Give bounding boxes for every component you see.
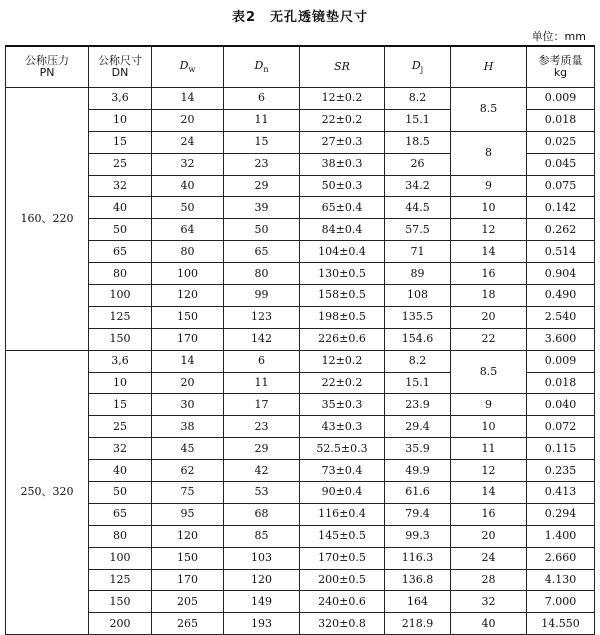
dn-inner-cell: 42	[224, 460, 300, 482]
dw-cell: 205	[152, 591, 224, 613]
h-cell: 18	[451, 285, 527, 307]
mass-cell: 0.009	[527, 350, 595, 372]
dn-cell: 100	[89, 285, 152, 307]
dn-cell: 32	[89, 438, 152, 460]
dj-cell: 15.1	[385, 109, 451, 131]
dn-cell: 15	[89, 394, 152, 416]
dw-cell: 80	[152, 241, 224, 263]
dw-cell: 40	[152, 175, 224, 197]
dn-cell: 80	[89, 263, 152, 285]
sr-cell: 90±0.4	[300, 482, 385, 504]
sr-cell: 130±0.5	[300, 263, 385, 285]
table-row	[6, 503, 595, 525]
dn-inner-cell: 15	[224, 131, 300, 153]
header-row	[6, 46, 595, 88]
header-dn	[89, 46, 152, 88]
header-pn-en: PN	[39, 66, 55, 79]
dj-cell: 57.5	[385, 219, 451, 241]
table-row	[6, 547, 595, 569]
table-row	[6, 525, 595, 547]
h-cell: 12	[451, 460, 527, 482]
table-row	[6, 438, 595, 460]
dj-cell: 71	[385, 241, 451, 263]
dj-cell: 26	[385, 153, 451, 175]
mass-cell: 3.600	[527, 328, 595, 350]
dn-cell: 80	[89, 525, 152, 547]
dn-cell: 125	[89, 569, 152, 591]
dn-cell: 3,6	[89, 88, 152, 110]
dw-cell: 14	[152, 350, 224, 372]
dn-inner-cell: 120	[224, 569, 300, 591]
header-h: H	[451, 46, 527, 88]
dn-cell: 15	[89, 131, 152, 153]
header-dw-main: D	[179, 58, 189, 72]
dw-cell: 170	[152, 328, 224, 350]
dn-inner-cell: 142	[224, 328, 300, 350]
header-mass-cn: 参考质量	[538, 53, 583, 67]
dw-cell: 32	[152, 153, 224, 175]
mass-cell: 0.142	[527, 197, 595, 219]
dw-cell: 150	[152, 306, 224, 328]
dj-cell: 116.3	[385, 547, 451, 569]
dn-inner-cell: 85	[224, 525, 300, 547]
sr-cell: 73±0.4	[300, 460, 385, 482]
dj-cell: 136.8	[385, 569, 451, 591]
sr-cell: 320±0.8	[300, 613, 385, 635]
sr-cell: 158±0.5	[300, 285, 385, 307]
h-cell: 24	[451, 547, 527, 569]
sr-cell: 170±0.5	[300, 547, 385, 569]
mass-cell: 2.660	[527, 547, 595, 569]
table-row	[6, 394, 595, 416]
h-cell: 14	[451, 482, 527, 504]
mass-cell: 0.514	[527, 241, 595, 263]
dn-cell: 150	[89, 328, 152, 350]
mass-cell: 0.045	[527, 153, 595, 175]
table-row	[6, 328, 595, 350]
table-row	[6, 131, 595, 153]
dj-cell: 44.5	[385, 197, 451, 219]
dj-cell: 15.1	[385, 372, 451, 394]
dn-inner-cell: 50	[224, 219, 300, 241]
dj-cell: 164	[385, 591, 451, 613]
dw-cell: 62	[152, 460, 224, 482]
dn-cell: 32	[89, 175, 152, 197]
mass-cell: 0.490	[527, 285, 595, 307]
dn-cell: 50	[89, 482, 152, 504]
dn-cell: 200	[89, 613, 152, 635]
dn-inner-cell: 65	[224, 241, 300, 263]
dn-cell: 150	[89, 591, 152, 613]
dj-cell: 79.4	[385, 503, 451, 525]
table-row	[6, 175, 595, 197]
table-row	[6, 263, 595, 285]
table-body	[6, 88, 595, 635]
dn-inner-cell: 11	[224, 372, 300, 394]
h-cell: 14	[451, 241, 527, 263]
header-dn-inner-sub: n	[263, 64, 269, 74]
mass-cell: 1.400	[527, 525, 595, 547]
dn-inner-cell: 17	[224, 394, 300, 416]
header-dj-main: D	[411, 58, 421, 72]
dw-cell: 24	[152, 131, 224, 153]
dn-inner-cell: 6	[224, 350, 300, 372]
unit-label: 单位：mm	[531, 30, 586, 43]
mass-cell: 0.294	[527, 503, 595, 525]
dw-cell: 170	[152, 569, 224, 591]
sr-cell: 240±0.6	[300, 591, 385, 613]
table-row	[6, 460, 595, 482]
dj-cell: 29.4	[385, 416, 451, 438]
dj-cell: 8.2	[385, 88, 451, 110]
mass-cell: 0.262	[527, 219, 595, 241]
header-dn-en: DN	[111, 66, 129, 79]
dw-cell: 265	[152, 613, 224, 635]
dn-cell: 3,6	[89, 350, 152, 372]
h-cell: 11	[451, 438, 527, 460]
header-dj	[385, 46, 451, 88]
dn-cell: 50	[89, 219, 152, 241]
sr-cell: 198±0.5	[300, 306, 385, 328]
dj-cell: 35.9	[385, 438, 451, 460]
table-row	[6, 88, 595, 110]
header-pn	[6, 46, 89, 88]
mass-cell: 0.025	[527, 131, 595, 153]
table-title: 表2 无孔透镜垫尺寸	[231, 10, 369, 25]
dn-cell: 25	[89, 416, 152, 438]
dn-inner-cell: 103	[224, 547, 300, 569]
h-cell: 40	[451, 613, 527, 635]
dj-cell: 135.5	[385, 306, 451, 328]
dn-cell: 65	[89, 503, 152, 525]
dn-inner-cell: 193	[224, 613, 300, 635]
dj-cell: 99.3	[385, 525, 451, 547]
dw-cell: 38	[152, 416, 224, 438]
dw-cell: 50	[152, 197, 224, 219]
dw-cell: 64	[152, 219, 224, 241]
dimension-table	[5, 45, 595, 635]
mass-cell: 0.115	[527, 438, 595, 460]
header-mass	[527, 46, 595, 88]
dw-cell: 30	[152, 394, 224, 416]
h-cell: 32	[451, 591, 527, 613]
sr-cell: 12±0.2	[300, 88, 385, 110]
dn-cell: 125	[89, 306, 152, 328]
dj-cell: 8.2	[385, 350, 451, 372]
dn-inner-cell: 99	[224, 285, 300, 307]
h-cell: 20	[451, 306, 527, 328]
dn-inner-cell: 11	[224, 109, 300, 131]
header-dn-inner-main: D	[254, 58, 264, 72]
mass-cell: 0.904	[527, 263, 595, 285]
table-row	[6, 482, 595, 504]
mass-cell: 0.072	[527, 416, 595, 438]
dn-inner-cell: 123	[224, 306, 300, 328]
dw-cell: 75	[152, 482, 224, 504]
sr-cell: 104±0.4	[300, 241, 385, 263]
dj-cell: 34.2	[385, 175, 451, 197]
mass-cell: 0.009	[527, 88, 595, 110]
dj-cell: 154.6	[385, 328, 451, 350]
mass-cell: 0.235	[527, 460, 595, 482]
dn-cell: 25	[89, 153, 152, 175]
dn-inner-cell: 29	[224, 175, 300, 197]
sr-cell: 22±0.2	[300, 109, 385, 131]
h-cell: 9	[451, 175, 527, 197]
sr-cell: 200±0.5	[300, 569, 385, 591]
dn-cell: 65	[89, 241, 152, 263]
h-cell: 22	[451, 328, 527, 350]
dn-inner-cell: 6	[224, 88, 300, 110]
dj-cell: 23.9	[385, 394, 451, 416]
table-row	[6, 613, 595, 635]
dn-inner-cell: 149	[224, 591, 300, 613]
table-row	[6, 591, 595, 613]
dw-cell: 95	[152, 503, 224, 525]
dw-cell: 120	[152, 525, 224, 547]
dn-inner-cell: 23	[224, 416, 300, 438]
dn-inner-cell: 23	[224, 153, 300, 175]
pn-cell: 160、220	[6, 88, 89, 351]
sr-cell: 50±0.3	[300, 175, 385, 197]
dj-cell: 49.9	[385, 460, 451, 482]
h-cell: 28	[451, 569, 527, 591]
sr-cell: 22±0.2	[300, 372, 385, 394]
h-cell: 8	[451, 131, 527, 175]
mass-cell: 2.540	[527, 306, 595, 328]
mass-cell: 14.550	[527, 613, 595, 635]
header-dn-inner	[224, 46, 300, 88]
h-cell: 16	[451, 263, 527, 285]
mass-cell: 4.130	[527, 569, 595, 591]
header-dn-cn: 公称尺寸	[98, 53, 142, 67]
h-cell: 12	[451, 219, 527, 241]
table-row	[6, 241, 595, 263]
table-row	[6, 219, 595, 241]
dw-cell: 100	[152, 263, 224, 285]
table-row	[6, 285, 595, 307]
dj-cell: 61.6	[385, 482, 451, 504]
dn-inner-cell: 53	[224, 482, 300, 504]
h-cell: 16	[451, 503, 527, 525]
header-sr: SR	[300, 46, 385, 88]
dw-cell: 14	[152, 88, 224, 110]
dj-cell: 108	[385, 285, 451, 307]
sr-cell: 145±0.5	[300, 525, 385, 547]
header-dj-sub: j	[420, 64, 424, 74]
table-row	[6, 197, 595, 219]
dn-cell: 100	[89, 547, 152, 569]
mass-cell: 0.413	[527, 482, 595, 504]
h-cell: 10	[451, 197, 527, 219]
sr-cell: 65±0.4	[300, 197, 385, 219]
sr-cell: 52.5±0.3	[300, 438, 385, 460]
dj-cell: 89	[385, 263, 451, 285]
mass-cell: 0.018	[527, 372, 595, 394]
table-row	[6, 416, 595, 438]
table-row	[6, 350, 595, 372]
mass-cell: 7.000	[527, 591, 595, 613]
dn-inner-cell: 80	[224, 263, 300, 285]
header-pn-cn: 公称压力	[25, 53, 69, 67]
table-row	[6, 306, 595, 328]
h-cell: 20	[451, 525, 527, 547]
sr-cell: 35±0.3	[300, 394, 385, 416]
header-dw-sub: w	[188, 64, 196, 74]
mass-cell: 0.018	[527, 109, 595, 131]
h-cell: 10	[451, 416, 527, 438]
header-mass-unit: kg	[553, 66, 568, 79]
sr-cell: 38±0.3	[300, 153, 385, 175]
table-row	[6, 569, 595, 591]
dw-cell: 45	[152, 438, 224, 460]
h-cell: 8.5	[451, 88, 527, 132]
dw-cell: 20	[152, 109, 224, 131]
dn-cell: 10	[89, 109, 152, 131]
dn-inner-cell: 29	[224, 438, 300, 460]
dw-cell: 20	[152, 372, 224, 394]
pn-cell: 250、320	[6, 350, 89, 635]
dj-cell: 18.5	[385, 131, 451, 153]
sr-cell: 27±0.3	[300, 131, 385, 153]
mass-cell: 0.075	[527, 175, 595, 197]
h-cell: 9	[451, 394, 527, 416]
dn-cell: 40	[89, 460, 152, 482]
dj-cell: 218.9	[385, 613, 451, 635]
sr-cell: 12±0.2	[300, 350, 385, 372]
dn-cell: 40	[89, 197, 152, 219]
sr-cell: 226±0.6	[300, 328, 385, 350]
h-cell: 8.5	[451, 350, 527, 394]
header-dw	[152, 46, 224, 88]
dw-cell: 120	[152, 285, 224, 307]
sr-cell: 116±0.4	[300, 503, 385, 525]
sr-cell: 84±0.4	[300, 219, 385, 241]
mass-cell: 0.040	[527, 394, 595, 416]
dn-cell: 10	[89, 372, 152, 394]
dw-cell: 150	[152, 547, 224, 569]
sr-cell: 43±0.3	[300, 416, 385, 438]
dn-inner-cell: 68	[224, 503, 300, 525]
dn-inner-cell: 39	[224, 197, 300, 219]
